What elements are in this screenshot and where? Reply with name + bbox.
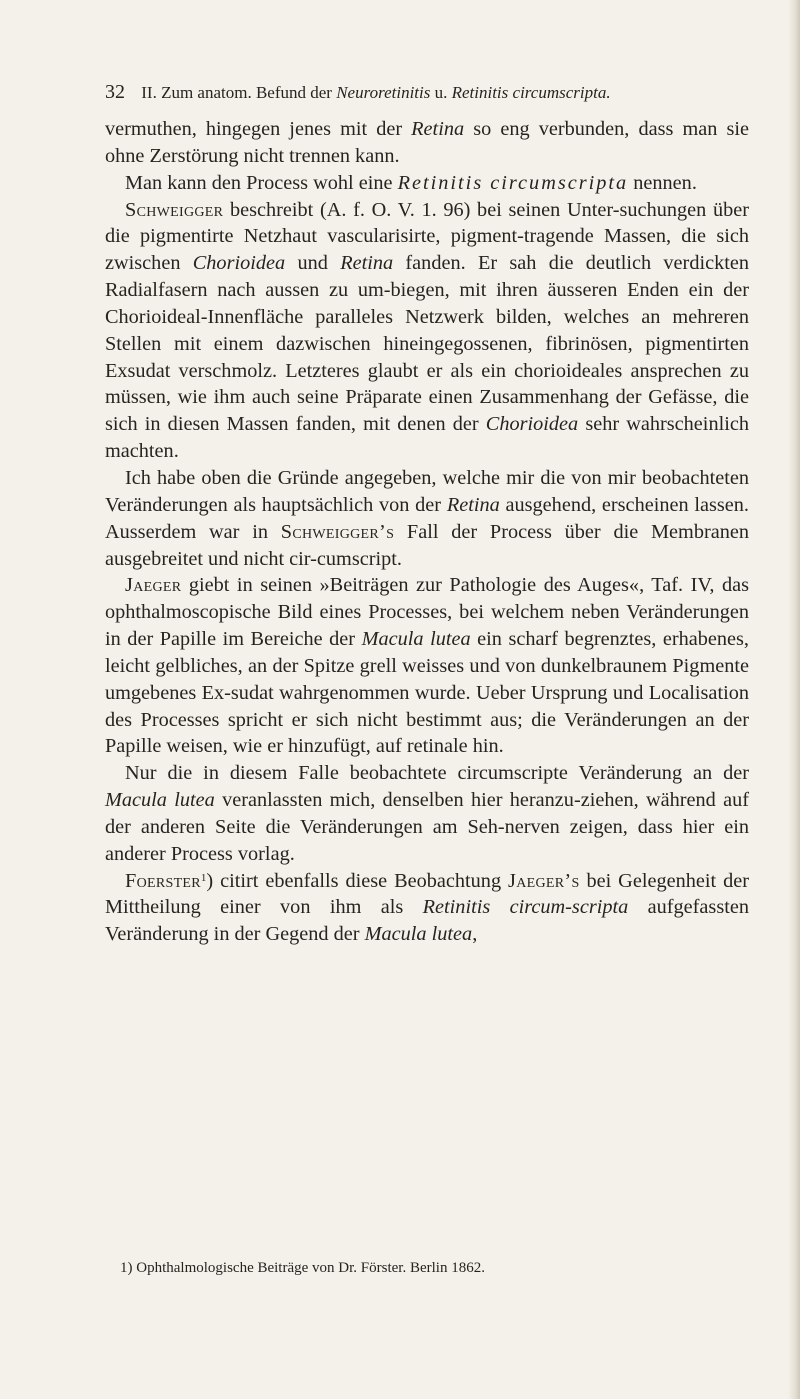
text-run: Retina (411, 118, 465, 140)
page-edge-shadow (788, 0, 800, 1399)
header-title-part-1: Neuroretinitis (336, 83, 431, 102)
text-run: Retinitis circum-scripta (422, 896, 629, 919)
text-run: Macula lutea (105, 789, 215, 812)
text-run: Schweigger (125, 198, 224, 221)
paragraph-5 (105, 572, 749, 760)
text-run: 1 (200, 871, 207, 884)
paragraph-6 (105, 760, 749, 867)
text-run: Jaeger’s (508, 869, 580, 892)
paragraph-3 (105, 197, 749, 465)
text-run: giebt in seinen »Beiträgen zur Pathologie des Auges«, Taf. IV, das ophthalmoscopische Bild eines Processes, bei welchem neben Veränderungen in der Papille im Bereiche der (105, 574, 749, 651)
text-run: Foerster (125, 869, 201, 892)
body-text (105, 116, 749, 948)
text-run: Ich habe oben die Gründe angegeben, welche mir die von mir beobachteten Veränderungen als hauptsächlich von der (105, 466, 749, 516)
text-run: Chorioidea (192, 252, 286, 275)
text-run: nennen. (628, 171, 697, 194)
text-run: aufgefassten Veränderung in der Gegend der (105, 896, 749, 946)
text-run: Macula lutea (361, 628, 471, 651)
text-run: fanden. Er sah die deutlich verdickten Radialfasern nach aussen zu um-biegen, mit ihren äusseren Enden ein der Chorioideal-Innenfläche paralleles Netzwerk bilden, welches an mehreren Stellen mit einem dazwischen hineingegossenen, fibrinösen, pigmentirten Exsudat verschmolz. Letzteres glaubt er als ein chorioideales ansprechen zu müssen, wie ihm auch seine Präparate einen Zusammenhang der Gefässe, die sich in diesen Massen fanden, mit denen der (105, 252, 750, 436)
header-title-part-2: Retinitis circumscripta. (451, 83, 611, 102)
text-run: ) citirt ebenfalls diese Beobachtung (206, 869, 509, 892)
text-run: Man kann den Process wohl eine (125, 171, 398, 194)
text-run: und (285, 252, 341, 275)
paragraph-1 (105, 116, 749, 170)
text-run: ausgehend, erscheinen lassen. Ausserdem war in (105, 493, 749, 543)
paragraph-4 (105, 465, 749, 572)
paragraph-7 (105, 868, 749, 949)
header-chapter: II. Zum anatom. Befund der (141, 83, 332, 102)
paragraph-2 (105, 170, 749, 197)
text-run: Nur die in diesem Falle beobachtete circumscripte Veränderung an der (125, 762, 749, 785)
text-run: Fall der Process über die Membranen ausgebreitet und nicht cir-cumscript. (105, 520, 750, 570)
text-run: Macula lutea (364, 923, 473, 946)
footnote: 1) Ophthalmologische Beiträge von Dr. Förster. Berlin 1862. (120, 1260, 485, 1276)
text-run: veranlassten mich, denselben hier heranzu-ziehen, während auf der anderen Seite die Veränderungen am Seh-nerven zeigen, dass hier ein anderer Process vorlag. (105, 789, 749, 865)
text-run: Retinitis circumscripta (397, 171, 629, 194)
header-conjunction: u. (434, 83, 448, 102)
text-run: Retina (446, 493, 500, 516)
text-run: Schweigger’s (280, 520, 395, 543)
text-run: ein scharf begrenztes, erhabenes, leicht gelbliches, an der Spitze grell weisses und von dunkelbraunem Pigmente umgebenes Ex-sudat wahrgenommen wurde. Ueber Ursprung und Localisation des Processes spricht er sich nicht bestimmt aus; die Veränderungen an der Papille weisen, wie er hinzufügt, auf retinale hin. (105, 628, 750, 758)
text-run: beschreibt (A. f. O. V. 1. 96) bei seinen Unter-suchungen über die pigmentirte Netzhaut vascularisirte, pigment-tragende Massen, die sich zwischen (105, 198, 749, 275)
text-run: Chorioidea (485, 413, 579, 436)
running-header (105, 80, 745, 104)
text-run: Jaeger (125, 574, 182, 597)
text-run: so eng verbunden, dass man sie ohne Zerstörung nicht trennen kann. (105, 118, 749, 167)
text-run: Retina (340, 252, 394, 275)
text-run: sehr wahrscheinlich machten. (105, 413, 749, 463)
text-run: , (472, 923, 478, 946)
text-run: vermuthen, hingegen jenes mit der (105, 118, 412, 140)
text-run: bei Gelegenheit der Mittheilung einer von ihm als (105, 869, 749, 919)
page-number: 32 (105, 81, 125, 103)
